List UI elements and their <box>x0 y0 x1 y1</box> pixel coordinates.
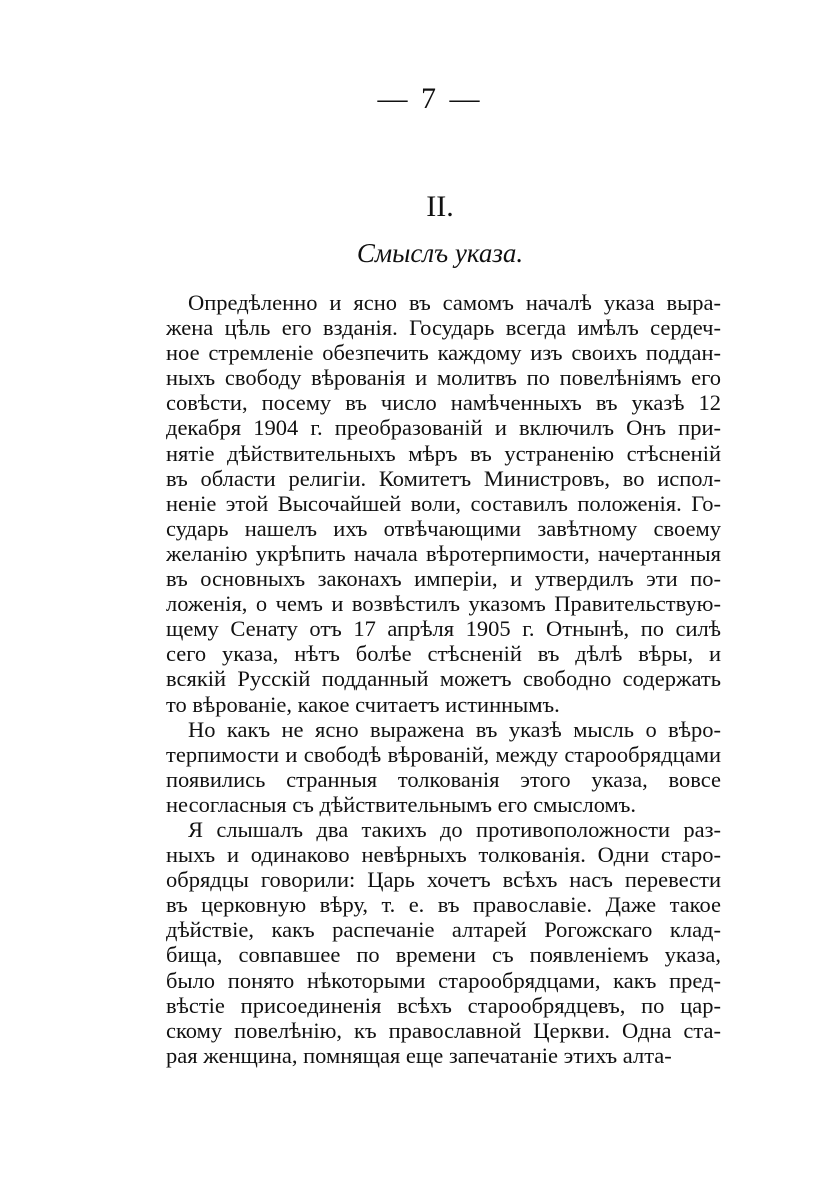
text-line: скому повелѣнію, къ православной Церкви. Одна ста- <box>166 1017 721 1043</box>
text-line: въ основныхъ законахъ имперіи, и утвердилъ эти по- <box>166 566 721 592</box>
text-line: ложенія, о чемъ и возвѣстилъ указомъ Правительствую- <box>166 591 721 617</box>
text-line: ное стремленіе обезпечить каждому изъ своихъ поддан- <box>166 340 721 366</box>
text-line: всякій Русскій подданный можетъ свободно содержать <box>166 666 721 692</box>
text-line: обрядцы говорили: Царь хочетъ всѣхъ насъ перевести <box>166 867 721 893</box>
body-text <box>166 290 721 1068</box>
text-line: щему Сенату отъ 17 апрѣля 1905 г. Отнынѣ, по силѣ <box>166 616 721 642</box>
text-line: бища, совпавшее по времени съ появленіемъ указа, <box>166 942 721 968</box>
page-number: — 7 — <box>377 82 483 115</box>
text-line: ныхъ свободу вѣрованія и молитвъ по повелѣніямъ его <box>166 365 721 391</box>
text-line: Я слышалъ два такихъ до противоположности раз- <box>188 816 721 842</box>
text-line: неніе этой Высочайшей воли, составилъ положенія. Го- <box>166 490 721 516</box>
text-line: сударь нашелъ ихъ отвѣчающими завѣтному своему <box>166 515 721 541</box>
text-line: желанію укрѣпить начала вѣротерпимости, начертанныя <box>166 540 721 566</box>
text-line: то вѣрованіе, какое считаетъ истиннымъ. <box>166 691 560 717</box>
text-line: нятіе дѣйствительныхъ мѣръ въ устраненію стѣсненій <box>166 440 721 466</box>
text-line: вѣстіе присоединенія всѣхъ старообрядцевъ, по цар- <box>166 992 721 1018</box>
text-line: жена цѣль его взданія. Государь всегда имѣлъ сердеч- <box>166 315 721 341</box>
text-line: было понято нѣкоторыми старообрядцами, какъ пред- <box>166 967 721 993</box>
text-line: рая женщина, помнящая еще запечатаніе этихъ алта- <box>166 1042 672 1068</box>
text-line: Но какъ не ясно выражена въ указѣ мысль о вѣро- <box>188 716 721 742</box>
text-line: дѣйствіе, какъ распечаніе алтарей Рогожскаго клад- <box>166 917 721 943</box>
text-line: совѣсти, посему въ число намѣченныхъ въ указѣ 12 <box>166 390 721 416</box>
text-line: несогласныя съ дѣйствительнымъ его смысломъ. <box>166 791 637 817</box>
text-line: появились странныя толкованія этого указа, вовсе <box>166 766 721 792</box>
text-line: ныхъ и одинаково невѣрныхъ толкованія. Одни старо- <box>166 842 721 868</box>
text-line: терпимости и свободѣ вѣрованій, между старообрядцами <box>166 741 721 767</box>
chapter-title: Смыслъ указа. <box>356 238 524 268</box>
text-line: въ церковную вѣру, т. е. въ православіе. Даже такое <box>166 892 721 918</box>
text-line: Опредѣленно и ясно въ самомъ началѣ указа выра- <box>188 290 721 315</box>
text-line: въ области религіи. Комитетъ Министровъ, во испол- <box>166 465 721 491</box>
text-line: декабря 1904 г. преобразованій и включилъ Онъ при- <box>166 415 721 441</box>
text-line: сего указа, нѣтъ болѣе стѣсненій въ дѣлѣ вѣры, и <box>166 641 721 667</box>
chapter-number: II. <box>426 190 454 223</box>
